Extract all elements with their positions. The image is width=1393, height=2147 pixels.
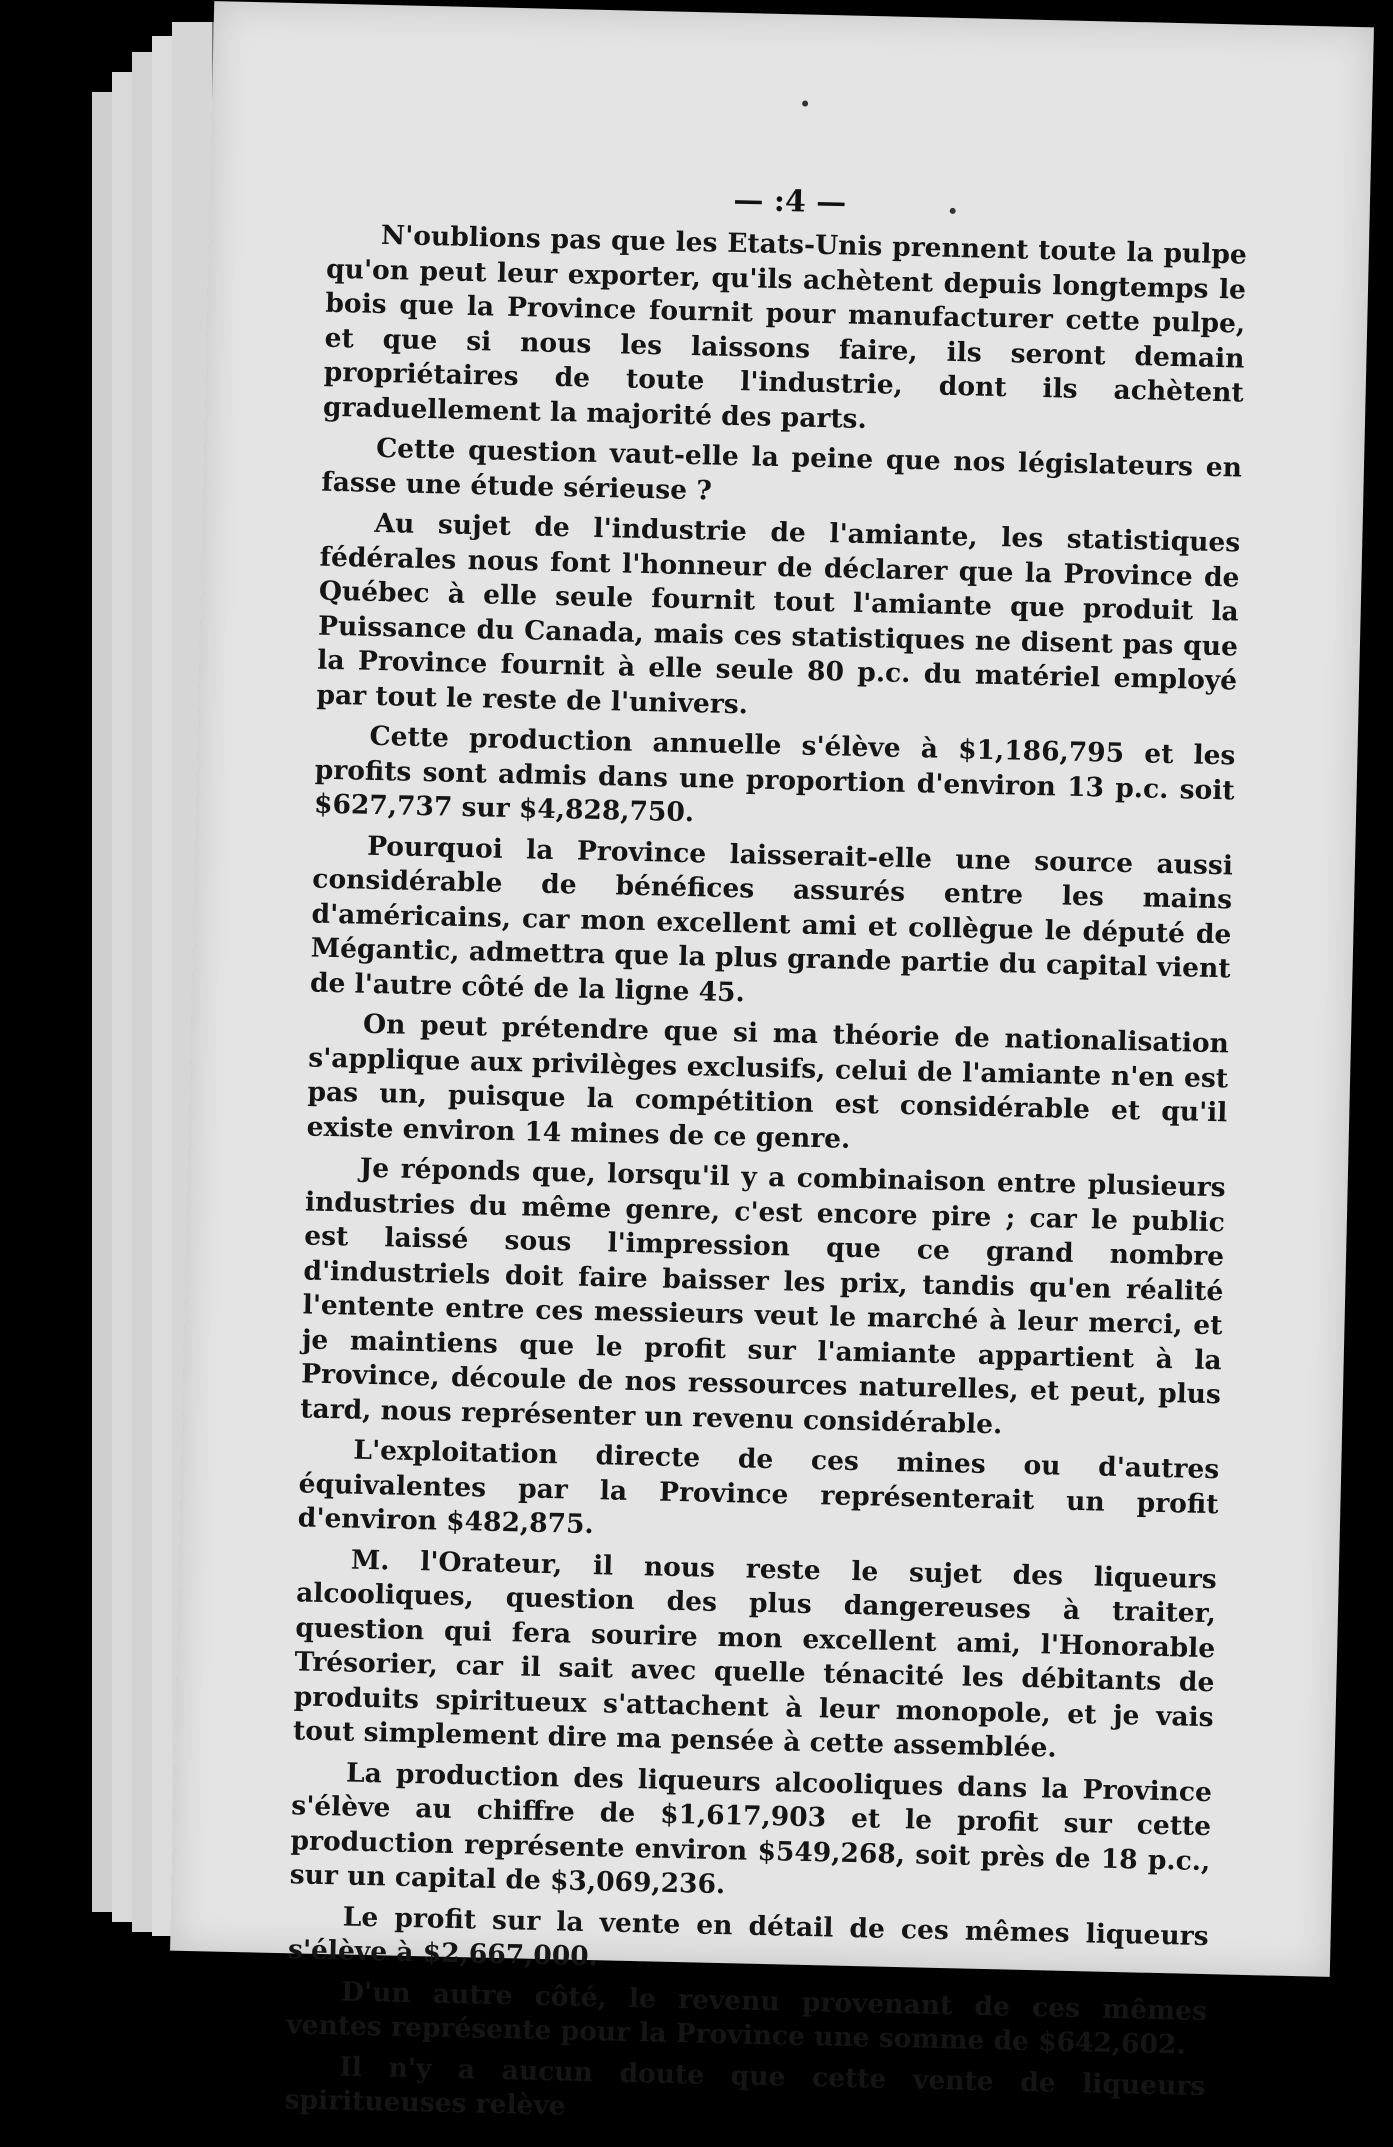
paragraph: D'un autre côté, le revenu provenant de ces mêmes ventes représente pour la Province une somme de $642,602. xyxy=(286,1975,1208,2061)
paragraph: Cette question vaut-elle la peine que nos législateurs en fasse une étude sérieuse ? xyxy=(321,432,1243,507)
paragraph: Je réponds que, lorsqu'il y a combinaison entre plusieurs industries du même genre, c'est encore pire ; car le public est laissé sous l'impression que ce grand nombre d'industriels doit faire baisser les prix, tandis qu'en réalité l'entente entre ces messieurs veut le marché à leur merci, et je maintiens que le profit sur l'amiante appartient à la Province, découle de nos ressources naturelles, et peut, plus tard, nous représenter un revenu considérable. xyxy=(300,1152,1226,1440)
page-sheet xyxy=(170,1,1374,2122)
body-text xyxy=(284,218,1247,2145)
dust-speck xyxy=(802,100,808,106)
paragraph: Il n'y a aucun doute que cette vente de liqueurs spiritueuses relève xyxy=(284,2050,1206,2122)
paragraph: On peut prétendre que si ma théorie de nationalisation s'applique aux privilèges exclusifs, celui de l'amiante n'en est pas un, puisque la compétition est considérable et qu'il existe environ 14 mines de ce genre. xyxy=(306,1008,1230,1155)
paragraph: N'oublions pas que les Etats-Unis prennent toute la pulpe qu'on peut leur exporter, qu'ils achètent depuis longtemps le bois que la Province fournit pour manufacturer cette pulpe, et que si nous les laissons faire, ils seront demain propriétaires de toute l'industrie, dont ils achètent graduellement la majorité des parts. xyxy=(322,219,1248,435)
paragraph: Le profit sur la vente en détail de ces mêmes liqueurs s'élève à $2,667,000. xyxy=(287,1901,1209,1973)
paragraph: Au sujet de l'industrie de l'amiante, les statistiques fédérales nous font l'honneur de déclarer que la Province de Québec à elle seule fournit tout l'amiante que produit la Puissance du Canada, mais ces statistiques ne disent pas que la Province fournit à elle seule 80 p.c. du matériel employé par tout le reste de l'univers. xyxy=(316,507,1241,720)
paragraph: Cette production annuelle s'élève à $1,186,795 et les profits sont admis dans une proportion d'environ 13 p.c. soit $627,737 sur $4,828,750. xyxy=(313,720,1236,829)
paragraph: L'exploitation directe de ces mines ou d'autres équivalentes par la Province représenterait un profit d'environ $482,875. xyxy=(297,1434,1220,1541)
page-number: — :4 — xyxy=(733,182,847,221)
paragraph: La production des liqueurs alcooliques dans la Province s'élève au chiffre de $1,617,903 et le profit sur cette production représente environ $549,268, soit près de 18 p.c., sur un capital de $3,069,236. xyxy=(289,1757,1213,1901)
paragraph: Pourquoi la Province laisserait-elle une source aussi considérable de bénéfices assurés entre les mains d'américains, car mon excellent ami et collègue le député de Mégantic, admettra que la plus grande partie du capital vient de l'autre côté de la ligne 45. xyxy=(309,830,1234,1008)
paragraph: M. l'Orateur, il nous reste le sujet des liqueurs alcooliques, question des plus dangereuses à traiter, question qui fera sourire mon excellent ami, l'Honorable Trésorier, car il sait avec quelle ténacité les débitants de produits spiritueux s'attachent à leur monopole, et je vais tout simplement dire ma pensée à cette assemblée. xyxy=(292,1544,1218,1764)
